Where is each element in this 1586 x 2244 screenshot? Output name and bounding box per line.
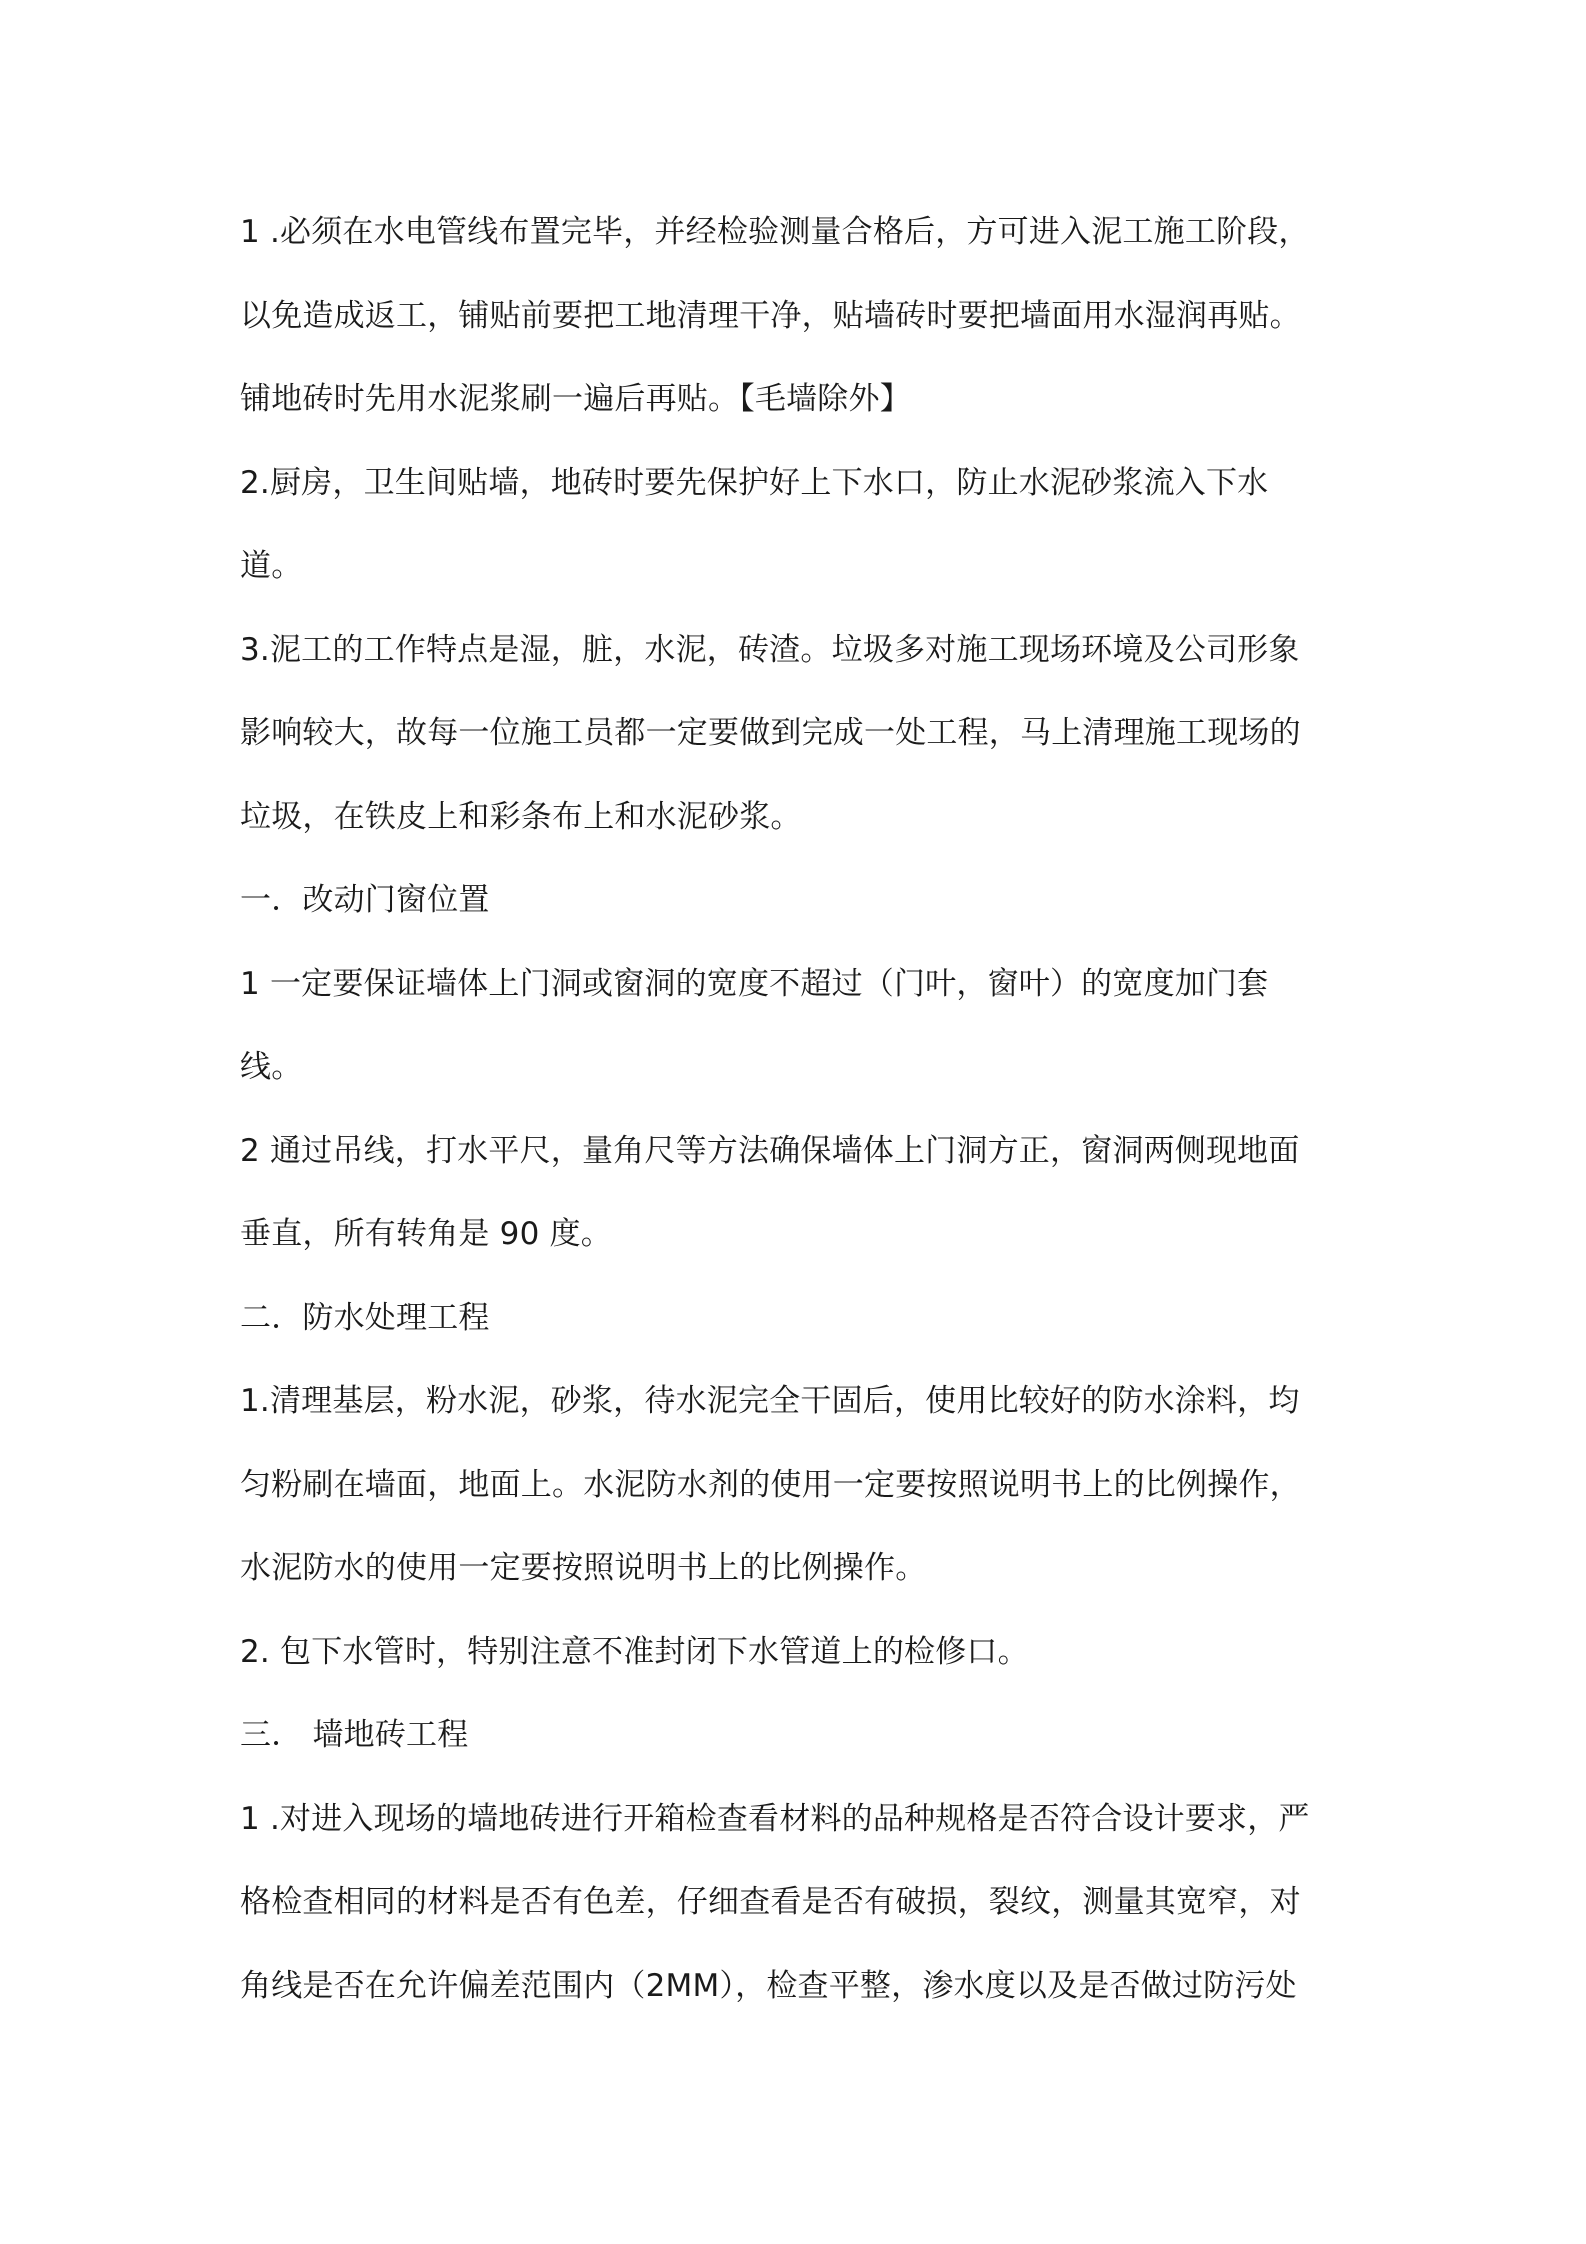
text-line: 道。 (240, 548, 303, 584)
text-line: 1 .必须在水电管线布置完毕，并经检验测量合格后，方可进入泥工施工阶段， (240, 214, 1310, 250)
text-line: 线。 (240, 1049, 303, 1085)
text-line: 匀粉刷在墙面，地面上。水泥防水剂的使用一定要按照说明书上的比例操作， (240, 1466, 1301, 1503)
text-line: 1.清理基层，粉水泥，砂浆，待水泥完全干固后，使用比较好的防水涂料，均 (240, 1383, 1300, 1419)
section-heading: 一．改动门窗位置 (240, 882, 490, 918)
section-heading: 二．防水处理工程 (240, 1299, 490, 1336)
text-line: 以免造成返工，铺贴前要把工地清理干净，贴墙砖时要把墙面用水湿润再贴。 (240, 297, 1301, 334)
text-line: 2.厨房，卫生间贴墙，地砖时要先保护好上下水口，防止水泥砂浆流入下水 (240, 464, 1269, 501)
text-line: 影响较大，故每一位施工员都一定要做到完成一处工程，马上清理施工现场的 (240, 715, 1301, 751)
section-heading: 三． 墙地砖工程 (240, 1717, 469, 1753)
text-line: 格检查相同的材料是否有色差，仔细查看是否有破损，裂纹，测量其宽窄，对 (240, 1884, 1301, 1920)
text-line: 1 一定要保证墙体上门洞或窗洞的宽度不超过（门叶，窗叶）的宽度加门套 (240, 965, 1269, 1002)
text-line: 垃圾，在铁皮上和彩条布上和水泥砂浆。 (240, 798, 802, 835)
text-line: 2 通过吊线，打水平尺，量角尺等方法确保墙体上门洞方正，窗洞两侧现地面 (240, 1132, 1300, 1169)
text-line: 水泥防水的使用一定要按照说明书上的比例操作。 (240, 1550, 927, 1586)
text-line: 3.泥工的工作特点是湿，脏，水泥，砖渣。垃圾多对施工现场环境及公司形象 (240, 631, 1300, 668)
text-line: 2. 包下水管时，特别注意不准封闭下水管道上的检修口。 (240, 1633, 1029, 1670)
text-line: 铺地砖时先用水泥浆刷一遍后再贴。【毛墙除外】 (240, 381, 911, 417)
text-line: 垂直，所有转角是 90 度。 (240, 1216, 612, 1252)
text-line: 角线是否在允许偏差范围内（2MM），检查平整，渗水度以及是否做过防污处 (240, 1967, 1297, 2004)
document-body (240, 205, 1360, 2042)
text-line: 1 .对进入现场的墙地砖进行开箱检查看材料的品种规格是否符合设计要求，严 (240, 1800, 1310, 1837)
